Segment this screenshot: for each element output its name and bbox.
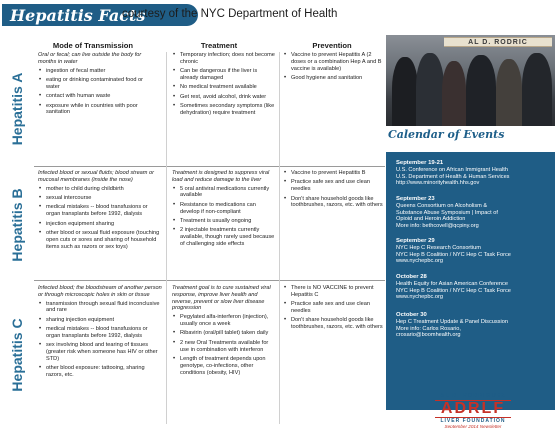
event-line: NYC Hep C Research Consortium (396, 244, 481, 251)
page-title: Hepatitis Facts (10, 6, 146, 25)
list-item: • exposure while in countries with poor sanitation (38, 103, 156, 117)
event-date: October 30 (396, 312, 427, 318)
list-item: • There is NO VACCINE to prevent Hepatitis C (283, 285, 383, 299)
event-date: September 29 (396, 238, 435, 244)
cell-a-treatment (172, 52, 276, 119)
list-item: • Resistance to medications can develop if non-compliant (172, 202, 276, 216)
list-item: • other blood exposure: tattooing, sharing razors, etc. (38, 365, 162, 379)
list-item: • sharing injection equipment (38, 317, 162, 324)
cell-b-prevention (283, 170, 383, 212)
list-item: • Practice safe sex and use clean needles (283, 301, 383, 315)
calendar-event (396, 160, 555, 187)
column-divider (279, 52, 280, 424)
event-line: Substance Abuse Symposium | Impact of (396, 209, 498, 216)
list-item: • contact with human waste (38, 93, 156, 100)
calendar-event (396, 196, 555, 230)
event-line[interactable]: www.nychepbc.org (396, 294, 443, 301)
list-item: • sexual intercourse (38, 195, 162, 202)
photo-sign: AL D. RODRIC (444, 37, 552, 47)
event-line[interactable]: http://www.minorityhealth.hhs.gov (396, 180, 480, 187)
row-divider (34, 280, 385, 281)
list-item: • medical mistakes -- blood transfusions or organ transplants before 1992, dialysis (38, 204, 162, 218)
list-item: • Don't share household goods like toothbrushes, razors, etc. with others (283, 317, 383, 331)
list-item: • other blood or sexual fluid exposure (touching open cuts or sores and sharing of household items such as razors or sex toys) (38, 230, 162, 250)
column-header-treatment: Treatment (200, 41, 238, 50)
cell-intro: Infected blood; the bloodstream of another person or through microscopic holes in skin or tissue (38, 285, 162, 298)
event-date: September 19-21 (396, 160, 444, 166)
list-item: • Practice safe sex and use clean needles (283, 179, 383, 193)
list-item: • transmission through sexual fluid inconclusive and rare (38, 301, 162, 315)
calendar-event (396, 312, 555, 339)
event-line: More info: Carlos Rosario, (396, 325, 461, 332)
event-line: NYC Hep B Coalition / NYC Hep C Task Force (396, 287, 511, 294)
list-item: • Vaccine to prevent Hepatitis B (283, 170, 383, 177)
cell-c-treatment (172, 285, 276, 379)
list-item: • Good hygiene and sanitation (283, 75, 383, 82)
cell-c-prevention (283, 285, 383, 334)
list-item: • Don't share household goods like toothbrushes, razors, etc. with others (283, 196, 383, 210)
list-item: • 2 new Oral Treatments available for use in combination with interferon (172, 340, 276, 354)
cell-b-treatment (172, 170, 276, 250)
list-item: • Treatment is usually ongoing (172, 218, 276, 225)
row-hepatitis-c (0, 285, 385, 425)
list-item: • medical mistakes -- blood transfusions or organ transplants before 1992, dialysis (38, 326, 162, 340)
list-item: • No medical treatment available (172, 84, 276, 91)
list-item: • sex involving blood and tearing of tissues (greater risk when someone has HIV or other STD) (38, 342, 162, 362)
row-label-hepatitis-b: Hepatitis B (9, 188, 25, 262)
list-item: • Can be dangerous if the liver is already damaged (172, 68, 276, 82)
event-line: Health Equity for Asian American Conference (396, 280, 508, 287)
newsletter-tag: September 2014 Newsletter (444, 424, 502, 428)
cell-intro: Oral or fecal; can live outside the body for months in water (38, 52, 142, 65)
page-credit: courtesy of the NYC Department of Health (122, 8, 338, 20)
list-item: • Temporary infection; does not become chronic (172, 52, 276, 66)
list-item: • mother to child during childbirth (38, 186, 162, 193)
list-item: • Sometimes secondary symptoms (like dehydration) require treatment (172, 103, 276, 117)
event-date: October 28 (396, 274, 427, 280)
logo-brand: ADRLF (435, 400, 511, 418)
event-line: Queens Consortium on Alcoholism & (396, 202, 488, 209)
event-line: U.S. Department of Health & Human Services (396, 173, 510, 180)
calendar-title: Calendar of Events (388, 128, 505, 141)
row-hepatitis-a (0, 52, 385, 166)
page-header (0, 0, 555, 34)
photo-figure (522, 53, 552, 126)
list-item: • Ribavirin (oral/pill tablet) taken daily (172, 330, 276, 337)
list-item: • 5 oral antiviral medications currently available (172, 186, 276, 200)
cell-a-prevention (283, 52, 383, 84)
logo-subtitle: LIVER FOUNDATION (440, 418, 506, 424)
cell-c-transmission (38, 285, 162, 382)
calendar-event (396, 238, 555, 265)
column-header-prevention: Prevention (312, 41, 352, 50)
photo-figure (392, 57, 418, 126)
list-item: • Get rest, avoid alcohol, drink water (172, 94, 276, 101)
photo-figure (466, 55, 496, 126)
column-divider (166, 52, 167, 424)
row-hepatitis-b (0, 170, 385, 280)
logo-top-text: AL D. RODRIGUEZ (440, 393, 506, 399)
photo-figure (442, 61, 466, 126)
foundation-logo (408, 393, 538, 428)
calendar-event (396, 274, 555, 301)
list-item: • Vaccine to prevent Hepatitis A (2 doses or a combination Hep A and B vaccine is available) (283, 52, 383, 72)
cell-b-transmission (38, 170, 162, 253)
cell-intro: Treatment is designed to suppress viral load and reduce damage to the liver (172, 170, 270, 183)
calendar-panel (386, 152, 555, 410)
event-line[interactable]: crosario@boomhealth.org (396, 332, 461, 339)
list-item: • ingestion of fecal matter (38, 68, 156, 75)
cell-intro: Treatment goal is to cure sustained viral response, improve liver health and reverse, prevent or slow liver disease progression (172, 285, 271, 312)
event-line[interactable]: More info: bethcovell@qcpiny.org (396, 223, 479, 230)
photo-figure (416, 53, 444, 126)
list-item: • 2 injectable treatments currently available, though rarely used because of challenging side effects (172, 227, 276, 247)
list-item: • injection equipment sharing (38, 221, 162, 228)
photo-figure (496, 59, 522, 126)
event-photo (386, 35, 555, 126)
title-bar (0, 4, 555, 26)
row-label-hepatitis-a: Hepatitis A (9, 72, 25, 146)
list-item: • Length of treatment depends upon genotype, co-infections, other conditions (obesity, HIV) (172, 356, 276, 376)
list-item: • eating or drinking contaminated food or water (38, 77, 156, 91)
cell-a-transmission (38, 52, 156, 119)
cell-intro: Infected blood or sexual fluids; blood stream or mucosal membranes (inside the nose) (38, 170, 154, 183)
hepatitis-facts-table (0, 34, 385, 428)
event-line: Hep C Treatment Update & Panel Discussion (396, 318, 508, 325)
event-line: Opioid and Heroin Addiction (396, 216, 466, 223)
event-line: NYC Hep B Coalition / NYC Hep C Task Force (396, 251, 511, 258)
event-date: September 23 (396, 196, 435, 202)
row-label-hepatitis-c: Hepatitis C (9, 318, 25, 392)
column-header-transmission: Mode of Transmission (52, 41, 134, 50)
event-line[interactable]: www.nychepbc.org (396, 258, 443, 265)
list-item: • Pegylated alfa-interferon (injection), usually once a week (172, 314, 276, 328)
event-line: U.S. Conference on African Immigrant Health (396, 166, 508, 173)
row-divider (34, 166, 385, 167)
